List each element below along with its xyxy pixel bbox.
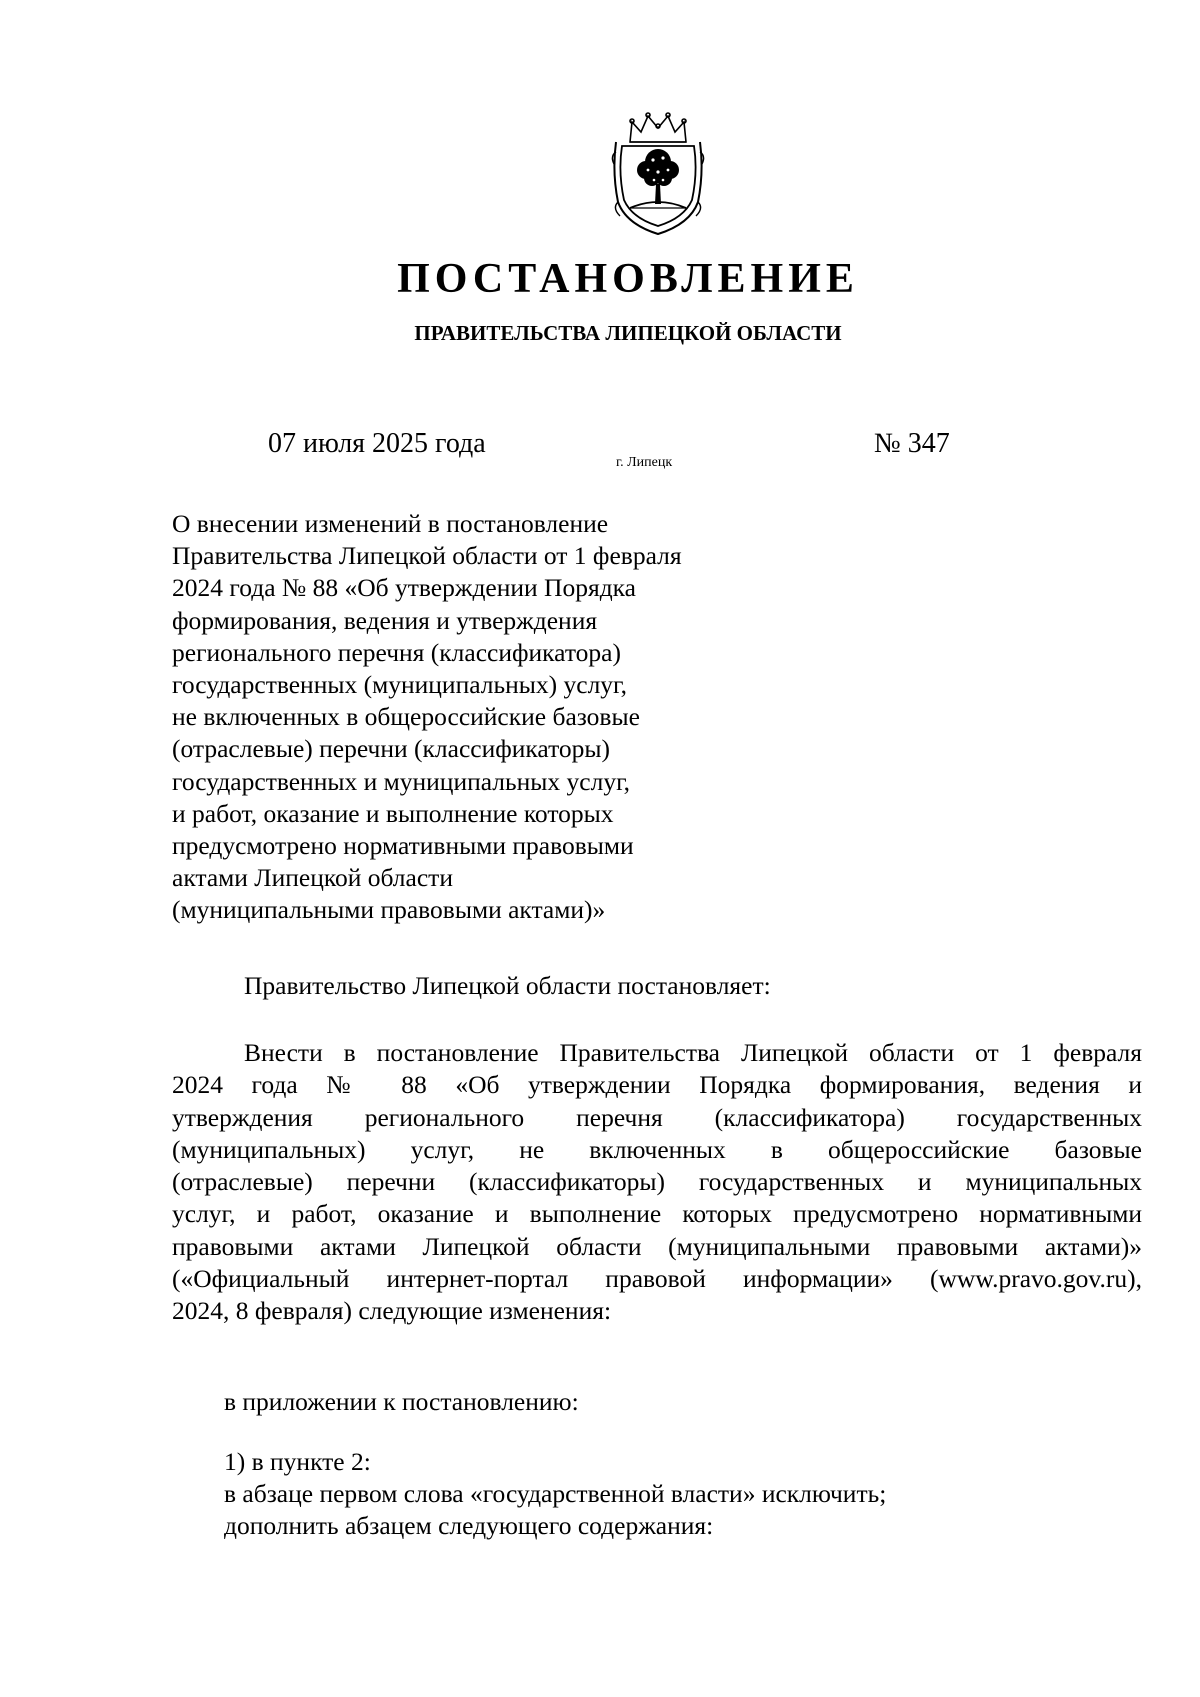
heading-line: и работ, оказание и выполнение которых xyxy=(172,798,614,828)
body-line: («Официальный интернет-портал правовой информации» (www.pravo.gov.ru), xyxy=(172,1264,1142,1294)
body-line: утверждения регионального перечня (классификатора) государственных xyxy=(172,1102,1142,1132)
item-1-title: 1) в пункте 2: xyxy=(224,1447,371,1476)
document-title: ПОСТАНОВЛЕНИЕ xyxy=(397,256,859,302)
body-paragraph xyxy=(172,1037,1142,1328)
heading-line: Правительства Липецкой области от 1 февраля xyxy=(172,541,682,571)
heading-line: (муниципальными правовыми актами)» xyxy=(172,895,606,925)
heading-line: (отраслевые) перечни (классификаторы) xyxy=(172,734,611,764)
body-line: услуг, и работ, оказание и выполнение которых предусмотрено нормативными xyxy=(172,1199,1142,1229)
body-line: правовыми актами Липецкой области (муниципальными правовыми актами)» xyxy=(172,1231,1142,1261)
document-city: г. Липецк xyxy=(616,455,673,470)
heading-line: 2024 года № 88 «Об утверждении Порядка xyxy=(172,573,636,603)
body-line: (отраслевые) перечни (классификаторы) государственных и муниципальных xyxy=(172,1167,1142,1197)
item-1-line-b: дополнить абзацем следующего содержания: xyxy=(224,1511,714,1540)
document-heading xyxy=(172,508,792,927)
document-number: № 347 xyxy=(874,428,950,459)
annex-paragraph: в приложении к постановлению: xyxy=(224,1387,579,1416)
coat-of-arms-icon xyxy=(608,112,708,240)
item-1-line-a: в абзаце первом слова «государственной власти» исключить; xyxy=(224,1479,887,1508)
heading-line: актами Липецкой области xyxy=(172,863,453,893)
heading-line: формирования, ведения и утверждения xyxy=(172,605,598,635)
preamble: Правительство Липецкой области постановляет: xyxy=(244,971,771,1000)
heading-line: государственных и муниципальных услуг, xyxy=(172,766,631,796)
heading-line: предусмотрено нормативными правовыми xyxy=(172,831,634,861)
document-date: 07 июля 2025 года xyxy=(268,428,486,459)
body-line: Внести в постановление Правительства Липецкой области от 1 февраля xyxy=(244,1038,1142,1067)
body-line: 2024 года № 88 «Об утверждении Порядка формирования, ведения и xyxy=(172,1070,1142,1100)
body-line: 2024, 8 февраля) следующие изменения: xyxy=(172,1296,612,1326)
heading-line: регионального перечня (классификатора) xyxy=(172,637,621,667)
document-subtitle: ПРАВИТЕЛЬСТВА ЛИПЕЦКОЙ ОБЛАСТИ xyxy=(414,321,842,345)
heading-line: не включенных в общероссийские базовые xyxy=(172,702,640,732)
heading-line: государственных (муниципальных) услуг, xyxy=(172,670,628,700)
heading-line: О внесении изменений в постановление xyxy=(172,509,609,538)
body-line: (муниципальных) услуг, не включенных в общероссийские базовые xyxy=(172,1134,1142,1164)
